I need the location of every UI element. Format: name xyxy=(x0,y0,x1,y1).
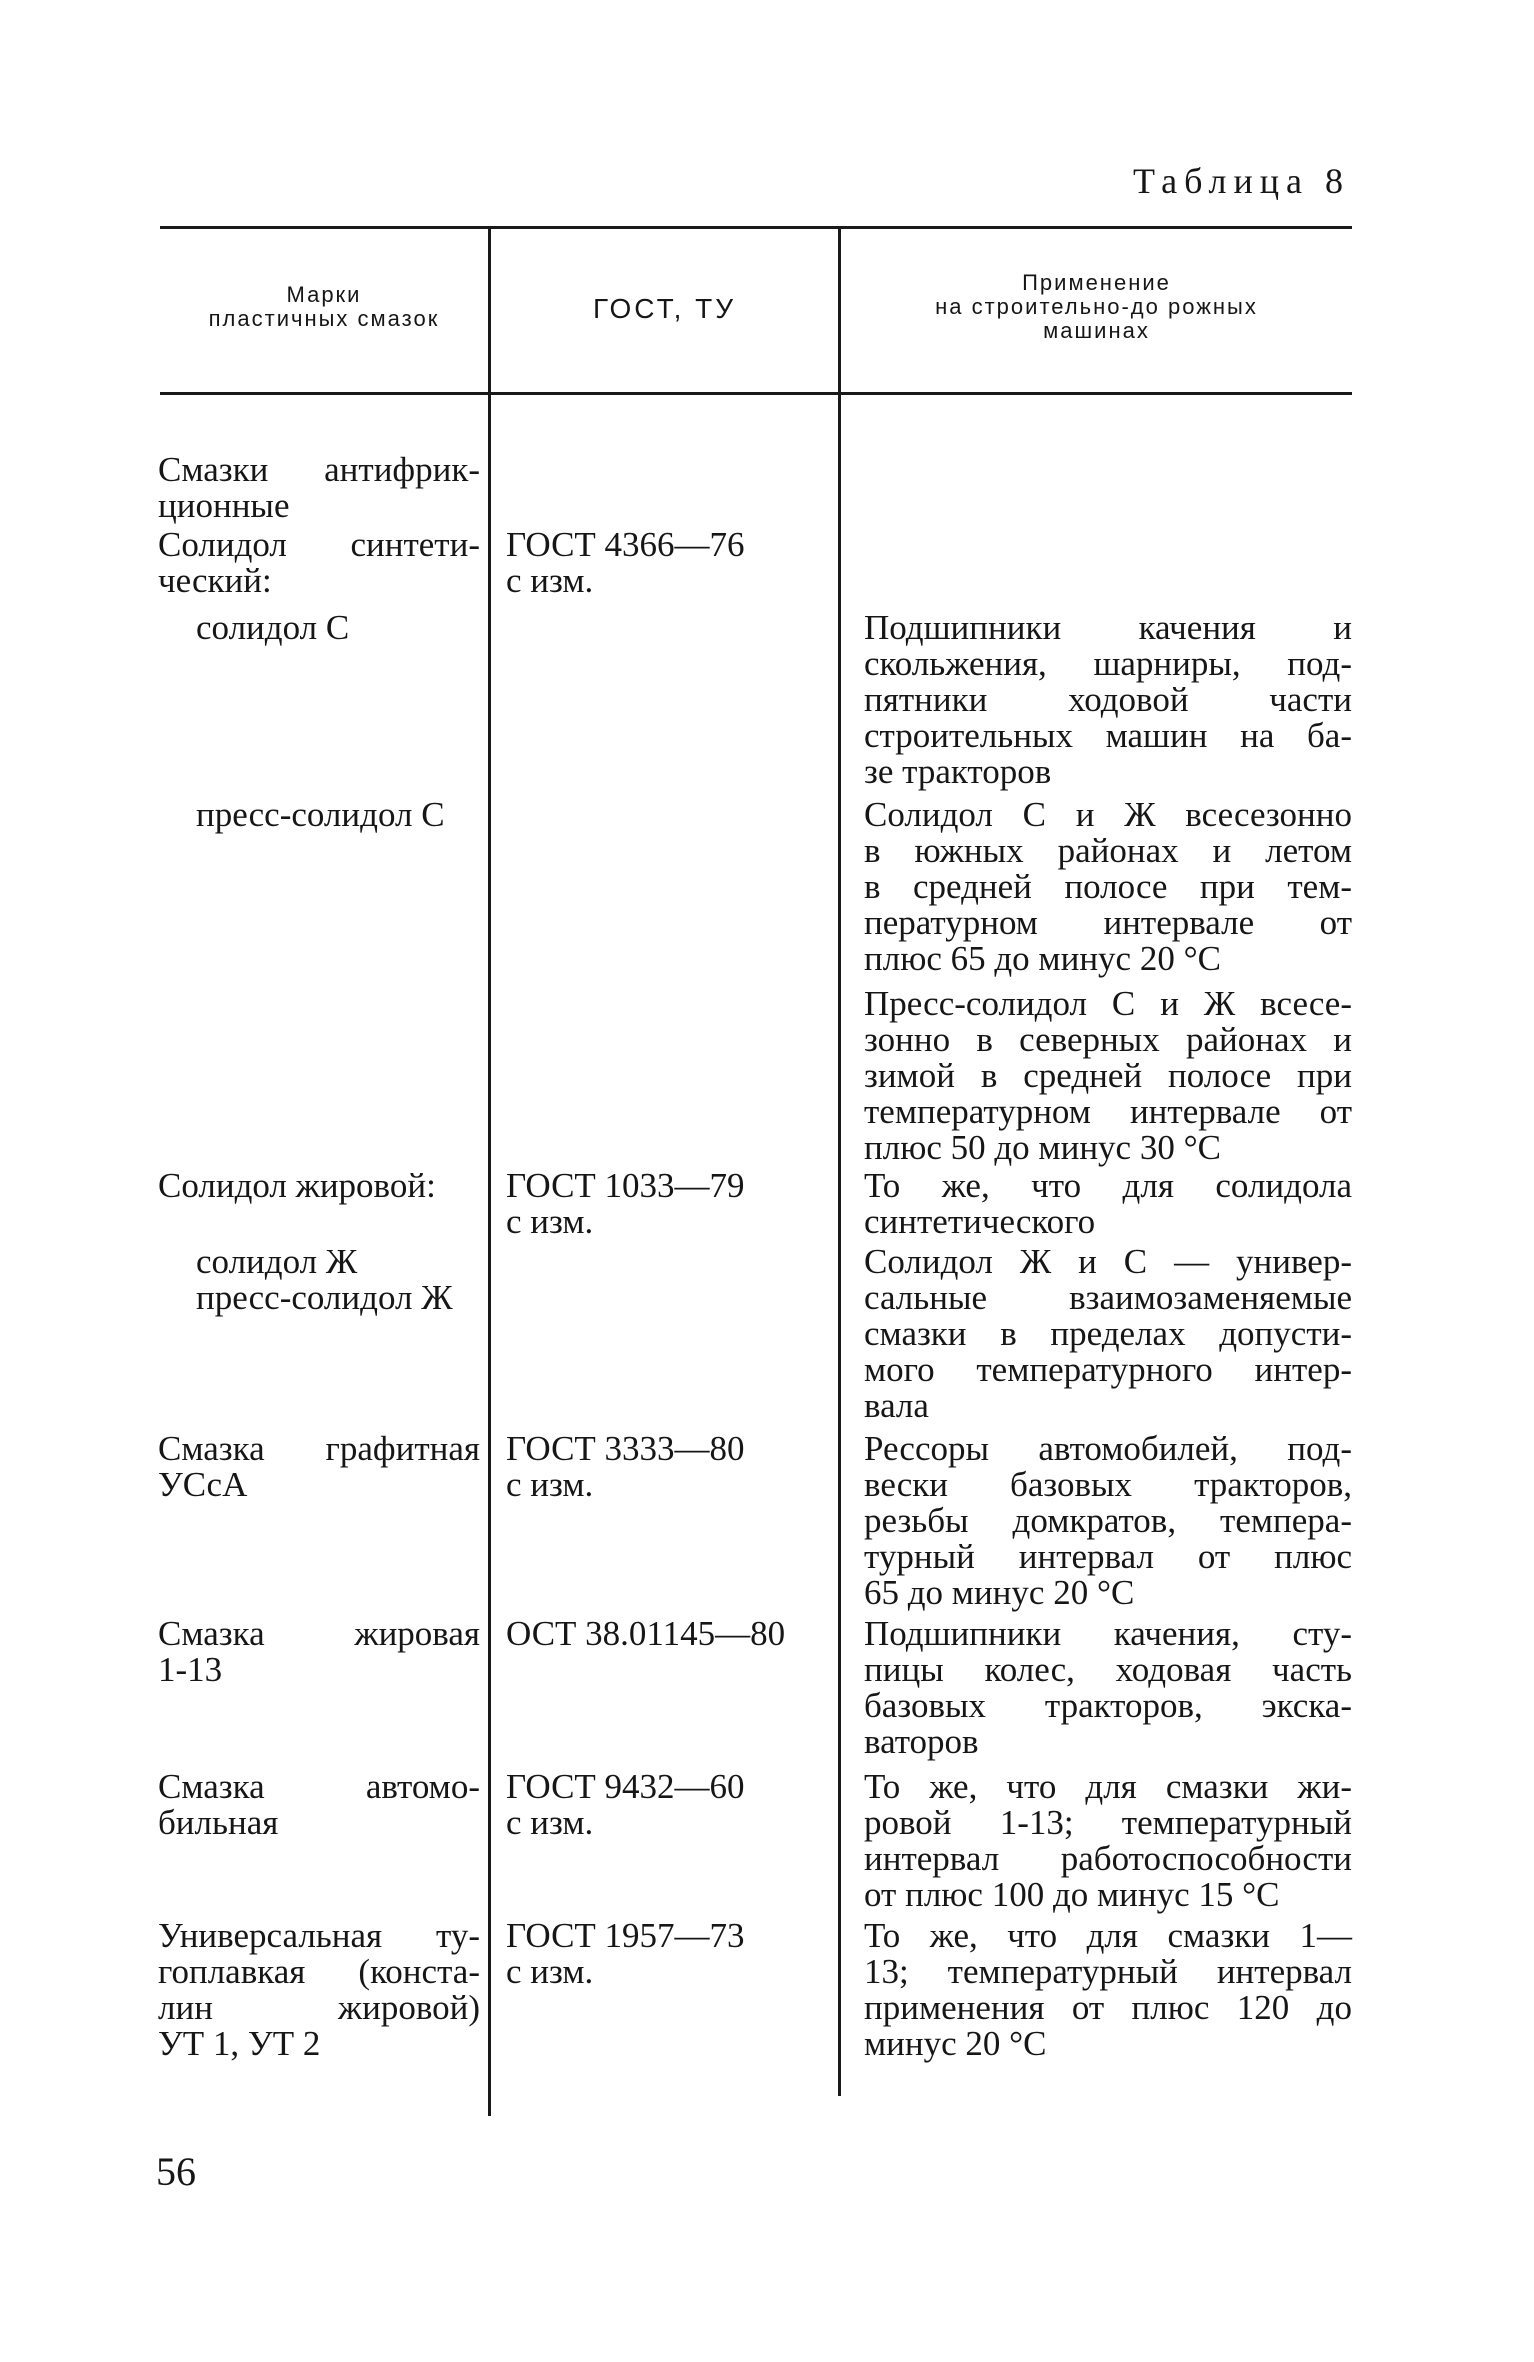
row-2-c1-cell xyxy=(158,610,518,646)
cell-line: ровой 1-13; температурный xyxy=(864,1803,1352,1842)
cell-line: ГОСТ 9432—60 xyxy=(506,1767,745,1806)
cell-line: в средней полосе при тем- xyxy=(864,867,1352,906)
row-8-c1-cell xyxy=(158,1616,480,1688)
cell-line: ционные xyxy=(158,486,290,525)
cell-line: зонно в северных районах и xyxy=(864,1020,1352,1059)
cell-line: лин жировой) xyxy=(158,1988,480,2027)
cell-line: интервал работоспособности xyxy=(864,1839,1352,1878)
cell-line: резьбы домкратов, темпера- xyxy=(864,1501,1352,1540)
row-8-c3-cell xyxy=(864,1616,1352,1760)
row-6-c1-cell xyxy=(158,1244,518,1316)
cell-line: 1-13 xyxy=(158,1650,223,1689)
cell-line: УТ 1, УТ 2 xyxy=(158,2024,321,2063)
cell-line: Солидол синтети- xyxy=(158,525,480,564)
row-7-c1-cell xyxy=(158,1431,480,1503)
cell-line: вески базовых тракторов, xyxy=(864,1465,1352,1504)
row-7-c2-cell xyxy=(506,1431,824,1503)
header-col-application: Применение на строительно-до рожных машинах xyxy=(935,270,1258,343)
cell-line: с изм. xyxy=(506,561,594,600)
row-5-c1-cell xyxy=(158,1168,480,1204)
cell-line: ваторов xyxy=(864,1722,979,1761)
row-3-c1-cell xyxy=(158,797,518,833)
row-2-c3-cell xyxy=(864,610,1352,790)
cell-line: строительных машин на ба- xyxy=(864,716,1352,755)
header-col-gost: ГОСТ, ТУ xyxy=(592,293,737,324)
cell-line: синтетического xyxy=(864,1202,1096,1241)
cell-line: Солидол жировой: xyxy=(158,1166,436,1205)
cell-line: солидол Ж xyxy=(196,1242,358,1281)
cell-line: вала xyxy=(864,1386,929,1425)
cell-line: мого температурного интер- xyxy=(864,1350,1352,1389)
row-7-c3-cell xyxy=(864,1431,1352,1611)
cell-line: Универсальная ту- xyxy=(158,1916,480,1955)
cell-line: Смазка автомо- xyxy=(158,1767,480,1806)
cell-line: 13; температурный интервал xyxy=(864,1952,1352,1991)
table-caption: Таблица 8 xyxy=(1133,161,1350,201)
cell-line: с изм. xyxy=(506,1952,594,1991)
column-divider-2 xyxy=(838,226,841,2096)
cell-line: Подшипники качения, сту- xyxy=(864,1614,1352,1653)
column-divider-1 xyxy=(488,226,491,2116)
row-5-c3-cell xyxy=(864,1168,1352,1240)
cell-line: Смазка жировая xyxy=(158,1614,480,1653)
header-bottom-rule xyxy=(160,392,1352,395)
cell-line: пресс-солидол Ж xyxy=(196,1278,453,1317)
cell-line: Подшипники качения и xyxy=(864,608,1352,647)
row-6-c3-cell xyxy=(864,1244,1352,1424)
page-number: 56 xyxy=(156,2149,196,2194)
header-col-brands: Марки пластичных смазок xyxy=(208,282,440,331)
cell-line: смазки в пределах допусти- xyxy=(864,1314,1352,1353)
row-10-c1-cell xyxy=(158,1918,480,2062)
cell-line: ОСТ 38.01145—80 xyxy=(506,1614,786,1653)
cell-line: Солидол Ж и С — универ- xyxy=(864,1242,1352,1281)
cell-line: ческий: xyxy=(158,561,272,600)
row-10-c2-cell xyxy=(506,1918,824,1990)
cell-line: ГОСТ 3333—80 xyxy=(506,1429,745,1468)
cell-line: Смазки антифрик- xyxy=(158,450,480,489)
cell-line: То же, что для смазки жи- xyxy=(864,1767,1352,1806)
row-8-c2-cell xyxy=(506,1616,824,1652)
cell-line: минус 20 °С xyxy=(864,2024,1047,2063)
cell-line: плюс 65 до минус 20 °С xyxy=(864,939,1221,978)
cell-line: зимой в средней полосе при xyxy=(864,1056,1352,1095)
table-top-rule xyxy=(160,226,1352,229)
cell-line: турный интервал от плюс xyxy=(864,1537,1352,1576)
row-4-c3-cell xyxy=(864,986,1352,1166)
cell-line: пресс-солидол С xyxy=(196,795,445,834)
cell-line: от плюс 100 до минус 15 °С xyxy=(864,1875,1280,1914)
cell-line: плюс 50 до минус 30 °С xyxy=(864,1128,1221,1167)
cell-line: Смазка графитная xyxy=(158,1429,480,1468)
cell-line: с изм. xyxy=(506,1202,594,1241)
cell-line: гоплавкая (конста- xyxy=(158,1952,480,1991)
row-10-c3-cell xyxy=(864,1918,1352,2062)
cell-line: температурном интервале от xyxy=(864,1092,1352,1131)
cell-line: ГОСТ 1033—79 xyxy=(506,1166,745,1205)
row-1-c2-cell xyxy=(506,527,824,599)
row-9-c3-cell xyxy=(864,1769,1352,1913)
cell-line: бильная xyxy=(158,1803,279,1842)
cell-line: ГОСТ 1957—73 xyxy=(506,1916,745,1955)
cell-line: То же, что для смазки 1— xyxy=(864,1916,1352,1955)
cell-line: зе тракторов xyxy=(864,752,1052,791)
row-9-c2-cell xyxy=(506,1769,824,1841)
row-5-c2-cell xyxy=(506,1168,824,1240)
cell-line: применения от плюс 120 до xyxy=(864,1988,1352,2027)
cell-line: с изм. xyxy=(506,1465,594,1504)
cell-line: УСсА xyxy=(158,1465,248,1504)
cell-line: пературном интервале от xyxy=(864,903,1352,942)
cell-line: базовых тракторов, экска- xyxy=(864,1686,1352,1725)
cell-line: Пресс-солидол С и Ж всесе- xyxy=(864,984,1352,1023)
cell-line: в южных районах и летом xyxy=(864,831,1352,870)
cell-line: с изм. xyxy=(506,1803,594,1842)
cell-line: сальные взаимозаменяемые xyxy=(864,1278,1352,1317)
cell-line: пятники ходовой части xyxy=(864,680,1352,719)
cell-line: 65 до минус 20 °С xyxy=(864,1573,1135,1612)
cell-line: Солидол С и Ж всесезонно xyxy=(864,795,1352,834)
cell-line: солидол С xyxy=(196,608,350,647)
cell-line: ГОСТ 4366—76 xyxy=(506,525,745,564)
cell-line: пицы колес, ходовая часть xyxy=(864,1650,1352,1689)
cell-line: скольжения, шарниры, под- xyxy=(864,644,1352,683)
row-9-c1-cell xyxy=(158,1769,480,1841)
row-3-c3-cell xyxy=(864,797,1352,977)
row-0-c1-cell xyxy=(158,452,480,524)
cell-line: То же, что для солидола xyxy=(864,1166,1352,1205)
cell-line: Рессоры автомобилей, под- xyxy=(864,1429,1352,1468)
row-1-c1-cell xyxy=(158,527,480,599)
